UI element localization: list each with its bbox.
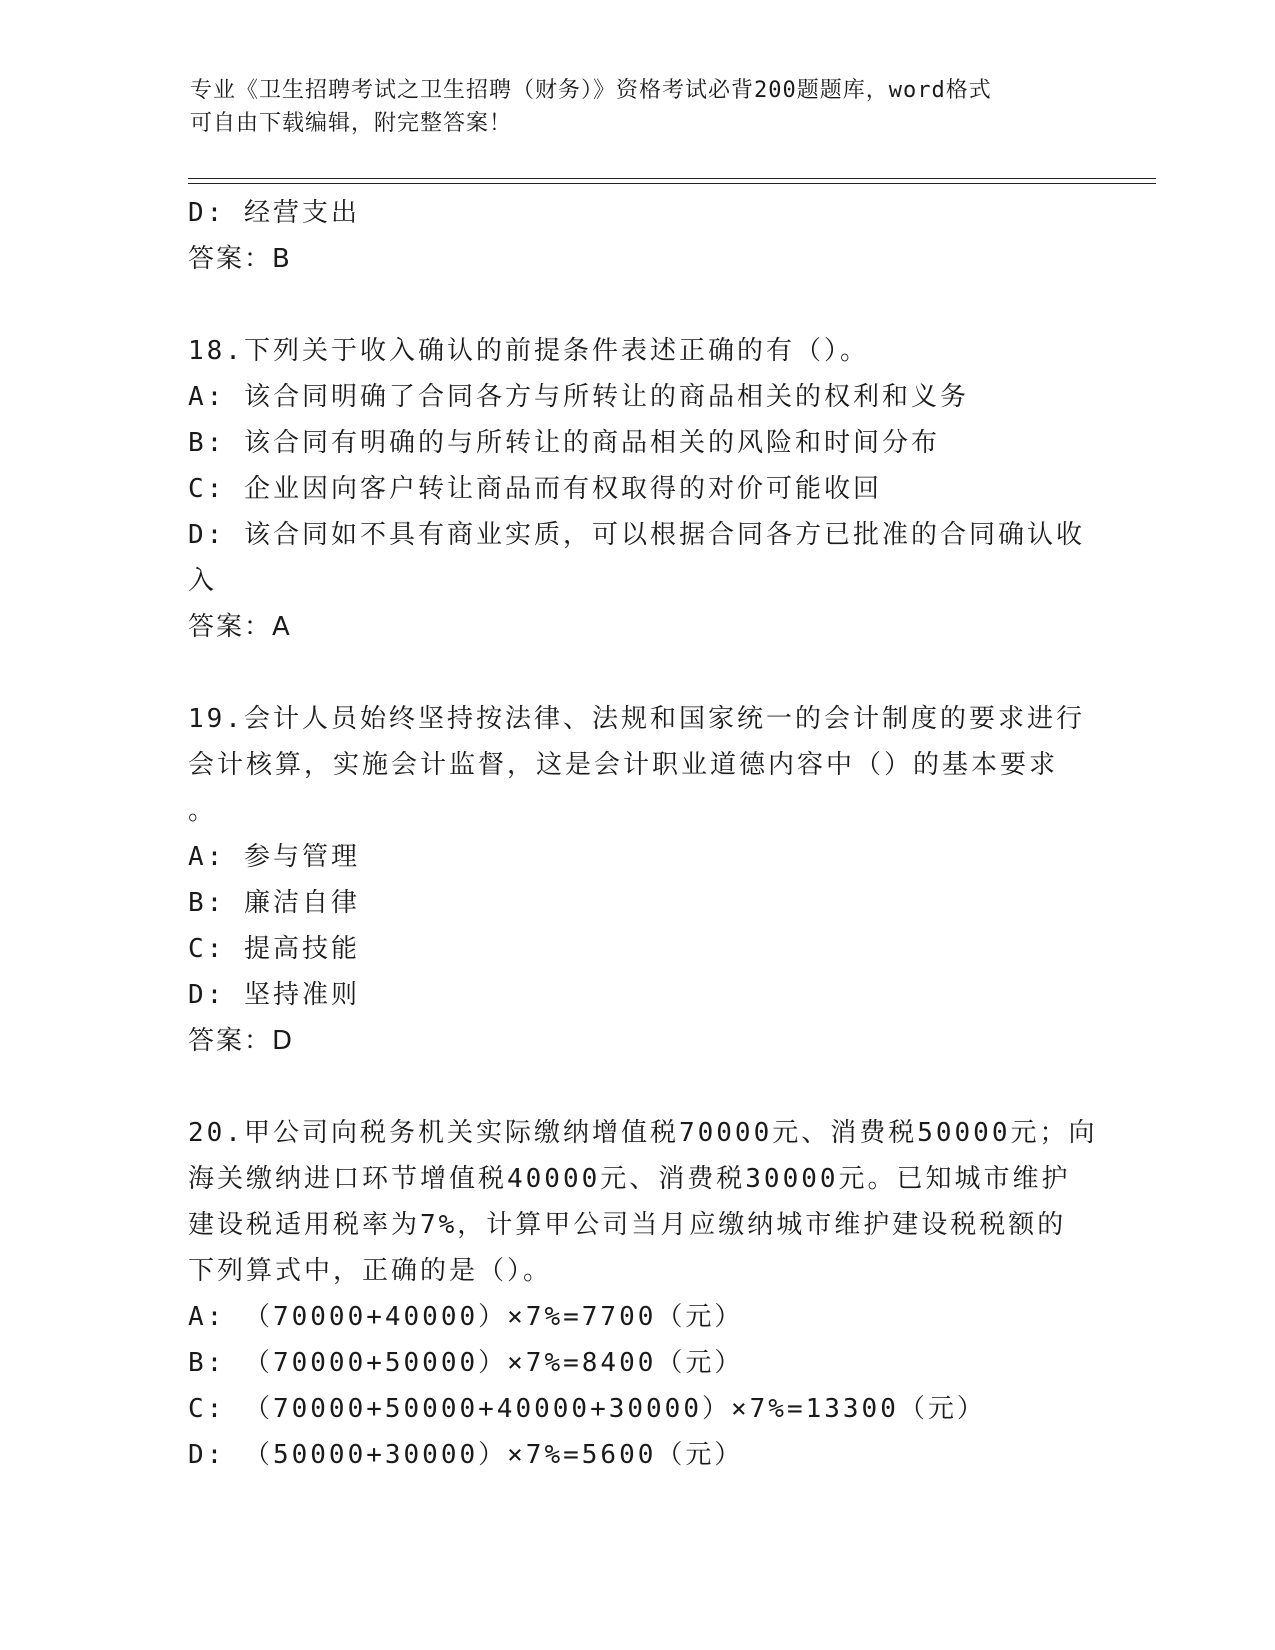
q20-option-d: D: （50000+30000）×7%=5600（元）: [188, 1440, 744, 1470]
prev-option-d: D: 经营支出: [188, 198, 360, 228]
q19-stem-line-3: 。: [188, 796, 218, 826]
q20-option-b: B: （70000+50000）×7%=8400（元）: [188, 1348, 744, 1378]
header-rule-bottom: [188, 183, 1156, 184]
prev-answer: 答案：B: [188, 244, 292, 274]
q18-option-a: A: 该合同明确了合同各方与所转让的商品相关的权利和义务: [188, 382, 969, 412]
header-line-1: 专业《卫生招聘考试之卫生招聘（财务）》资格考试必背200题题库，word格式: [190, 78, 992, 103]
q20-stem-line-4: 下列算式中，正确的是（）。: [188, 1256, 553, 1286]
q19-option-b: B: 廉洁自律: [188, 888, 360, 918]
q19-stem-line-1: 19.会计人员始终坚持按法律、法规和国家统一的会计制度的要求进行: [188, 704, 1085, 734]
q20-option-c: C: （70000+50000+40000+30000）×7%=13300（元）: [188, 1394, 986, 1424]
q19-option-c: C: 提高技能: [188, 934, 360, 964]
q18-answer: 答案：A: [188, 612, 292, 642]
q20-stem-line-2: 海关缴纳进口环节增值税40000元、消费税30000元。已知城市维护: [188, 1164, 1071, 1194]
q19-stem-line-2: 会计核算，实施会计监督，这是会计职业道德内容中（）的基本要求: [188, 750, 1059, 780]
q20-stem-line-1: 20.甲公司向税务机关实际缴纳增值税70000元、消费税50000元；向: [188, 1118, 1098, 1148]
document-header: [190, 74, 1090, 140]
q18-option-c: C: 企业因向客户转让商品而有权取得的对价可能收回: [188, 474, 882, 504]
question-list: [188, 190, 1098, 1478]
q18-option-d-line-2: 入: [188, 566, 218, 596]
q19-option-d: D: 坚持准则: [188, 980, 360, 1010]
q18-stem: 18.下列关于收入确认的前提条件表述正确的有（）。: [188, 336, 869, 366]
q18-option-d-line-1: D: 该合同如不具有商业实质，可以根据合同各方已批准的合同确认收: [188, 520, 1085, 550]
q19-option-a: A: 参与管理: [188, 842, 360, 872]
q20-stem-line-3: 建设税适用税率为7%，计算甲公司当月应缴纳城市维护建设税税额的: [188, 1210, 1067, 1240]
q20-option-a: A: （70000+40000）×7%=7700（元）: [188, 1302, 744, 1332]
header-rule-top: [188, 178, 1156, 179]
header-line-2: 可自由下载编辑，附完整答案！: [190, 111, 513, 136]
q19-answer: 答案：D: [188, 1026, 295, 1056]
q18-option-b: B: 该合同有明确的与所转让的商品相关的风险和时间分布: [188, 428, 940, 458]
